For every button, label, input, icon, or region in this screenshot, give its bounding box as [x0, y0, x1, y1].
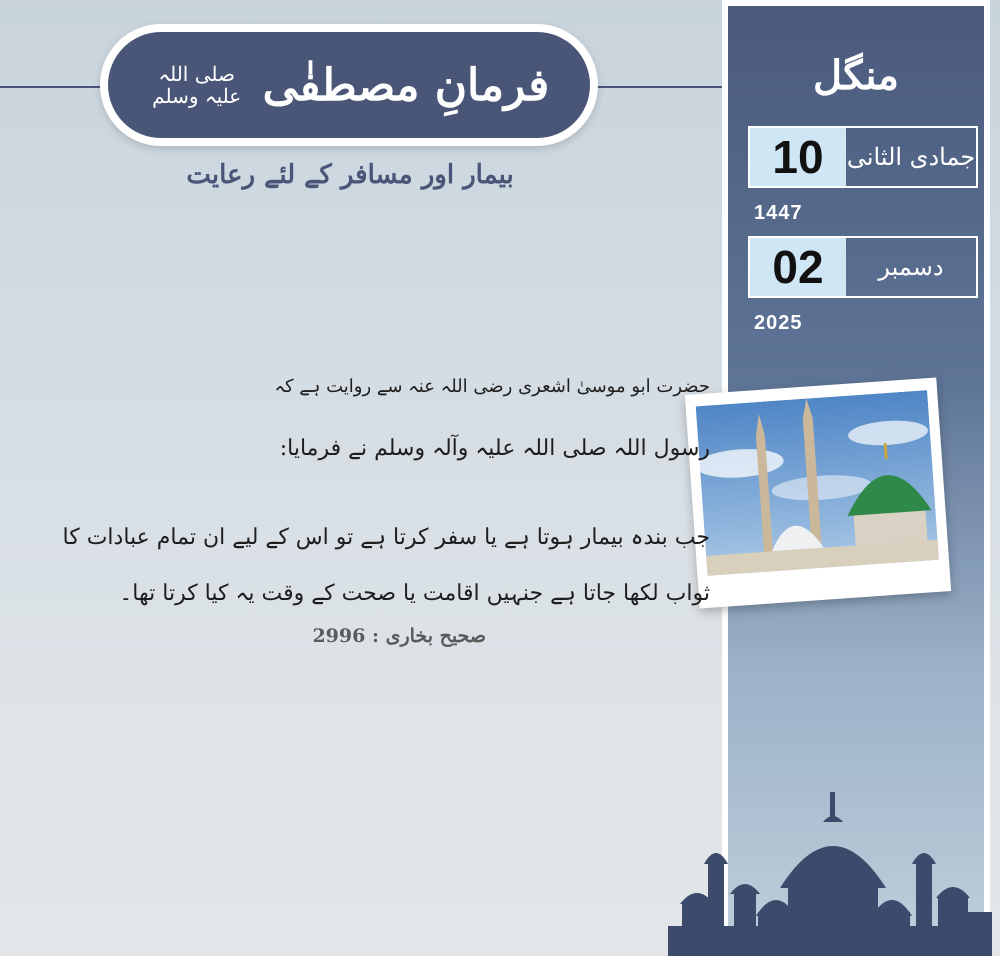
prophet-line: رسول اللہ صلی اللہ علیہ وآلہ وسلم نے فرمایا:: [279, 436, 710, 461]
hadith-reference: صحیح بخاری : 2996: [312, 625, 486, 647]
gregorian-date: [748, 236, 978, 298]
hijri-month: جمادی الثانی: [846, 143, 976, 171]
header-title: فرمانِ مصطفٰی: [262, 59, 550, 111]
green-dome-photo-icon: [696, 390, 939, 576]
hijri-year: 1447: [754, 202, 803, 224]
hijri-date: [748, 126, 978, 188]
gregorian-year: 2025: [754, 312, 803, 334]
narrator-line: حضرت ابو موسیٰ اشعری رضی اللہ عنہ سے روایت ہے کہ: [274, 376, 710, 397]
gregorian-month: دسمبر: [878, 253, 944, 281]
mosque-photo: [685, 377, 951, 608]
gregorian-day: 02: [750, 238, 846, 296]
header-pill: [100, 24, 598, 146]
hadith-topic: بیمار اور مسافر کے لئے رعایت: [186, 160, 514, 190]
salutation-calligraphy: صلی اللہ علیہ وسلم: [152, 62, 242, 108]
hadith-text: جب بندہ بیمار ہوتا ہے یا سفر کرتا ہے تو اس کے لیے ان تمام عبادات کا ثواب لکھا جاتا ہے جنہیں اقامت یا صحت کے وقت یہ کیا کرتا تھا۔: [62, 525, 710, 606]
hijri-day: 10: [750, 128, 846, 186]
day-name: منگل: [813, 52, 899, 99]
mosque-silhouette-icon: [668, 792, 992, 956]
header-line-right: [594, 86, 722, 88]
header-line-left: [0, 86, 104, 88]
